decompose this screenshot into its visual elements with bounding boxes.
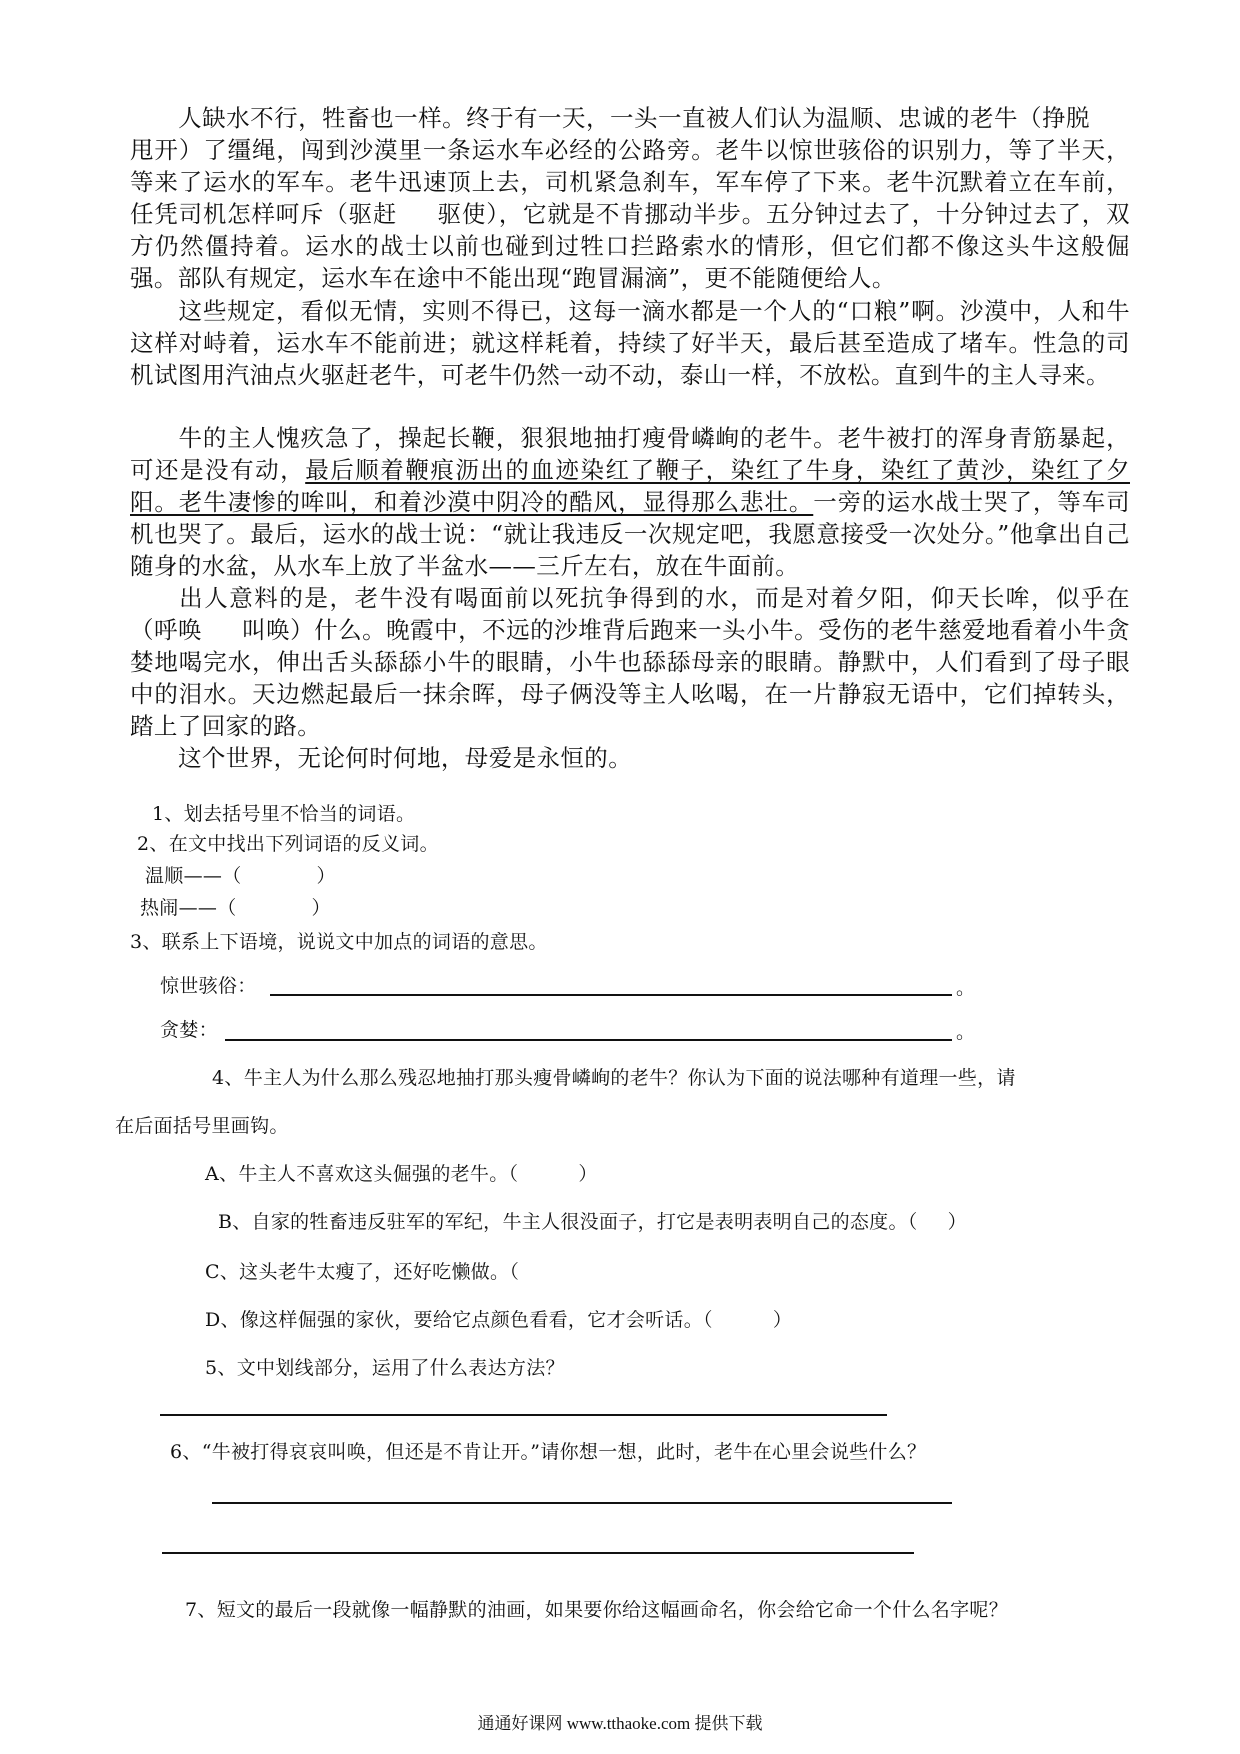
answer-line-6b[interactable] xyxy=(162,1552,914,1554)
option-b[interactable]: B、自家的牲畜违反驻军的军纪，牛主人很没面子，打它是表明表明自己的态度。（ ） xyxy=(218,1211,967,1233)
question-5: 5、文中划线部分，运用了什么表达方法？ xyxy=(205,1357,565,1379)
answer-line-3b[interactable] xyxy=(225,1039,952,1041)
paragraph-4: 出人意料的是，老牛没有喝面前以死抗争得到的水，而是对着夕阳，仰天长哞，似乎在（呼唤 叫唤）什么。晚霞中，不远的沙堆背后跑来一头小牛。受伤的老牛慈爱地看着小牛贪婪地喝完水，伸出舌头舔舔小牛的眼睛，小牛也舔舔母亲的眼睛。静默中，人们看到了母子眼中的泪水。天边燃起最后一抹余晖，母子俩没等主人吆喝，在一片静寂无语中，它们掉转头，踏上了回家的路。 xyxy=(130,584,1130,740)
option-a[interactable]: A、牛主人不喜欢这头倔强的老牛。（ ） xyxy=(205,1163,598,1185)
underlined-passage: 最后顺着鞭痕沥出的血迹染红了鞭子，染红了牛身，染红了黄沙，染红了夕阳。老牛凄惨的哞叫，和着沙漠中阴冷的酷风，显得那么悲壮。 xyxy=(130,456,1130,516)
option-d[interactable]: D、像这样倔强的家伙，要给它点颜色看看，它才会听话。（ ） xyxy=(205,1309,793,1331)
q3-period-1: 。 xyxy=(956,977,976,999)
paragraph-1: 人缺水不行，牲畜也一样。终于有一天，一头一直被人们认为温顺、忠诚的老牛（挣脱甩开）了缰绳，闯到沙漠里一条运水车必经的公路旁。老牛以惊世骇俗的识别力，等了半天，等来了运水的军车。老牛迅速顶上去，司机紧急刹车，军车停了下来。老牛沉默着立在车前，任凭司机怎样呵斥（驱赶 驱使），它就是不肯挪动半步。五分钟过去了，十分钟过去了，双方仍然僵持着。运水的战士以前也碰到过牲口拦路索水的情形，但它们都不像这头牛这般倔强。部队有规定，运水车在途中不能出现“跑冒漏滴”，更不能随便给人。 xyxy=(130,104,1130,292)
answer-line-3a[interactable] xyxy=(270,994,952,996)
paragraph-3: 牛的主人愧疚急了，操起长鞭，狠狠地抽打瘦骨嶙峋的老牛。老牛被打的浑身青筋暴起，可还是没有动，最后顺着鞭痕沥出的血迹染红了鞭子，染红了牛身，染红了黄沙，染红了夕阳。老牛凄惨的哞叫，和着沙漠中阴冷的酷风，显得那么悲壮。一旁的运水战士哭了，等车司机也哭了。最后，运水的战士说：“就让我违反一次规定吧，我愿意接受一次处分。”他拿出自己随身的水盆，从水车上放了半盆水——三斤左右，放在牛面前。 xyxy=(130,424,1130,580)
answer-line-5[interactable] xyxy=(160,1414,887,1416)
option-c[interactable]: C、这头老牛太瘦了，还好吃懒做。（ xyxy=(205,1261,520,1283)
paragraph-5: 这个世界，无论何时何地，母爱是永恒的。 xyxy=(178,744,633,772)
q3-term-2: 贪婪： xyxy=(160,1019,218,1041)
question-4-cont: 在后面括号里画钩。 xyxy=(115,1115,289,1137)
answer-line-6a[interactable] xyxy=(212,1502,952,1504)
question-1: 1、划去括号里不恰当的词语。 xyxy=(152,803,416,825)
question-7: 7、短文的最后一段就像一幅静默的油画，如果要你给这幅画命名，你会给它命一个什么名字呢？ xyxy=(185,1599,1008,1621)
question-2: 2、在文中找出下列词语的反义词。 xyxy=(137,833,439,855)
paragraph-2: 这些规定，看似无情，实则不得已，这每一滴水都是一个人的“口粮”啊。沙漠中，人和牛这样对峙着，运水车不能前进；就这样耗着，持续了好半天，最后甚至造成了堵车。性急的司机试图用汽油点火驱赶老牛，可老牛仍然一动不动，泰山一样，不放松。直到牛的主人寻来。 xyxy=(130,297,1130,389)
page-footer: 通通好课网 www.tthaoke.com 提供下载 xyxy=(477,1714,763,1733)
question-6: 6、“牛被打得哀哀叫唤，但还是不肯让开。”请你想一想，此时，老牛在心里会说些什么？ xyxy=(170,1441,927,1463)
q3-period-2: 。 xyxy=(956,1021,976,1043)
question-3: 3、联系上下语境，说说文中加点的词语的意思。 xyxy=(130,931,548,953)
question-4: 4、牛主人为什么那么残忍地抽打那头瘦骨嶙峋的老牛？你认为下面的说法哪种有道理一些，请 xyxy=(212,1067,1016,1089)
q2-item-1: 温顺——（ ） xyxy=(145,865,336,887)
q2-item-2: 热闹——（ ） xyxy=(140,897,331,919)
q3-term-1: 惊世骇俗： xyxy=(160,975,257,997)
